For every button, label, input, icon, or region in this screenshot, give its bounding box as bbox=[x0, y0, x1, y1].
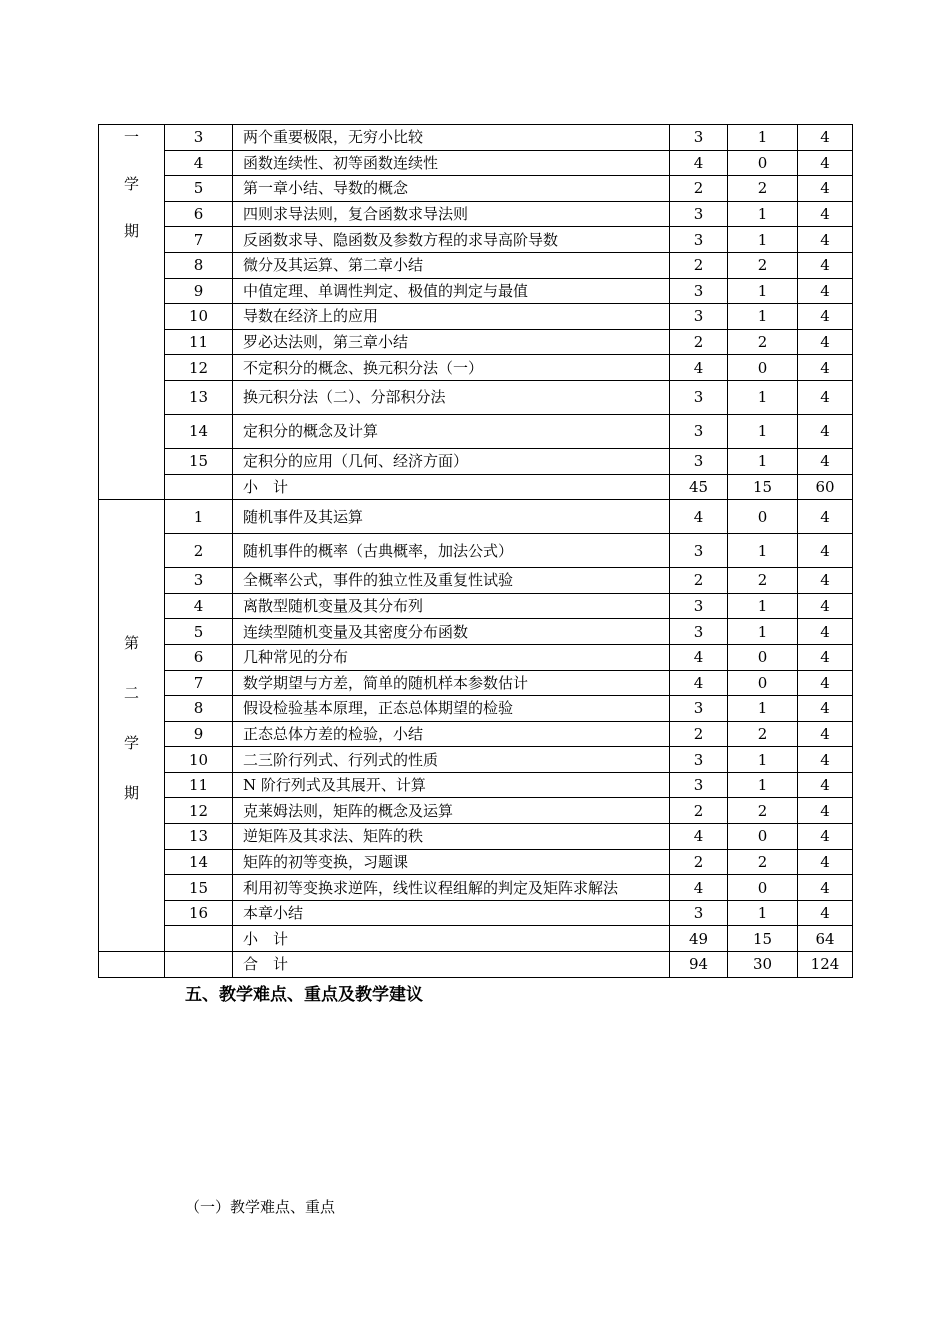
hours-c: 4 bbox=[798, 500, 853, 534]
hours-b: 2 bbox=[728, 568, 798, 594]
week-number: 3 bbox=[165, 568, 233, 594]
hours-c: 4 bbox=[798, 380, 853, 414]
subtotal-a: 45 bbox=[670, 474, 728, 500]
week-content: 随机事件及其运算 bbox=[233, 500, 670, 534]
hours-a: 3 bbox=[670, 380, 728, 414]
table-row bbox=[99, 772, 853, 798]
table-row bbox=[99, 150, 853, 176]
week-number: 14 bbox=[165, 414, 233, 448]
subtotal-b: 15 bbox=[728, 926, 798, 952]
week-number: 6 bbox=[165, 201, 233, 227]
week-number: 8 bbox=[165, 696, 233, 722]
schedule-body bbox=[99, 125, 853, 978]
subtotal-c: 60 bbox=[798, 474, 853, 500]
hours-a: 3 bbox=[670, 125, 728, 151]
table-row bbox=[99, 252, 853, 278]
hours-b: 0 bbox=[728, 670, 798, 696]
week-content: 四则求导法则，复合函数求导法则 bbox=[233, 201, 670, 227]
week-content: 反函数求导、隐函数及参数方程的求导高阶导数 bbox=[233, 227, 670, 253]
hours-c: 4 bbox=[798, 824, 853, 850]
week-content: 微分及其运算、第二章小结 bbox=[233, 252, 670, 278]
hours-a: 3 bbox=[670, 772, 728, 798]
week-number: 15 bbox=[165, 875, 233, 901]
semester-2-label: 第 二 学 期 bbox=[99, 500, 165, 952]
hours-c: 4 bbox=[798, 900, 853, 926]
hours-b: 1 bbox=[728, 125, 798, 151]
hours-b: 1 bbox=[728, 278, 798, 304]
empty-cell bbox=[165, 474, 233, 500]
table-row bbox=[99, 380, 853, 414]
hours-c: 4 bbox=[798, 593, 853, 619]
week-content: 连续型随机变量及其密度分布函数 bbox=[233, 619, 670, 645]
section-heading: 五、教学难点、重点及教学建议 bbox=[185, 985, 423, 1005]
week-number: 2 bbox=[165, 534, 233, 568]
total-b: 30 bbox=[728, 952, 798, 978]
hours-b: 1 bbox=[728, 201, 798, 227]
week-number: 10 bbox=[165, 304, 233, 330]
week-content: 假设检验基本原理，正态总体期望的检验 bbox=[233, 696, 670, 722]
week-content: 正态总体方差的检验，小结 bbox=[233, 721, 670, 747]
table-row bbox=[99, 176, 853, 202]
hours-c: 4 bbox=[798, 721, 853, 747]
hours-a: 3 bbox=[670, 414, 728, 448]
week-number: 11 bbox=[165, 329, 233, 355]
week-number: 4 bbox=[165, 593, 233, 619]
hours-b: 1 bbox=[728, 900, 798, 926]
hours-a: 3 bbox=[670, 619, 728, 645]
hours-b: 1 bbox=[728, 304, 798, 330]
week-number: 12 bbox=[165, 355, 233, 381]
table-row bbox=[99, 534, 853, 568]
hours-a: 4 bbox=[670, 824, 728, 850]
hours-c: 4 bbox=[798, 798, 853, 824]
hours-c: 4 bbox=[798, 747, 853, 773]
table-row bbox=[99, 619, 853, 645]
hours-b: 0 bbox=[728, 824, 798, 850]
table-row bbox=[99, 414, 853, 448]
week-number: 4 bbox=[165, 150, 233, 176]
table-row bbox=[99, 125, 853, 151]
hours-b: 0 bbox=[728, 644, 798, 670]
hours-b: 1 bbox=[728, 414, 798, 448]
hours-c: 4 bbox=[798, 125, 853, 151]
week-number: 8 bbox=[165, 252, 233, 278]
week-content: 本章小结 bbox=[233, 900, 670, 926]
week-number: 15 bbox=[165, 448, 233, 474]
week-content: 数学期望与方差，简单的随机样本参数估计 bbox=[233, 670, 670, 696]
week-content: 换元积分法（二）、分部积分法 bbox=[233, 380, 670, 414]
table-row bbox=[99, 448, 853, 474]
hours-a: 2 bbox=[670, 329, 728, 355]
table-row bbox=[99, 747, 853, 773]
hours-a: 3 bbox=[670, 696, 728, 722]
hours-c: 4 bbox=[798, 176, 853, 202]
week-content: 矩阵的初等变换，习题课 bbox=[233, 849, 670, 875]
hours-c: 4 bbox=[798, 568, 853, 594]
week-number: 5 bbox=[165, 619, 233, 645]
subsection-heading: （一）教学难点、重点 bbox=[185, 1198, 336, 1216]
hours-a: 3 bbox=[670, 448, 728, 474]
hours-b: 0 bbox=[728, 355, 798, 381]
table-row bbox=[99, 201, 853, 227]
hours-a: 4 bbox=[670, 644, 728, 670]
week-content: 逆矩阵及其求法、矩阵的秩 bbox=[233, 824, 670, 850]
hours-b: 1 bbox=[728, 747, 798, 773]
subtotal-row-2 bbox=[99, 926, 853, 952]
hours-a: 2 bbox=[670, 849, 728, 875]
empty-cell bbox=[165, 952, 233, 978]
subtotal-a: 49 bbox=[670, 926, 728, 952]
week-number: 9 bbox=[165, 721, 233, 747]
total-row bbox=[99, 952, 853, 978]
table-row bbox=[99, 670, 853, 696]
hours-a: 2 bbox=[670, 176, 728, 202]
hours-a: 4 bbox=[670, 670, 728, 696]
week-content: 定积分的概念及计算 bbox=[233, 414, 670, 448]
hours-b: 0 bbox=[728, 150, 798, 176]
table-row bbox=[99, 593, 853, 619]
total-label: 合 计 bbox=[233, 952, 670, 978]
hours-b: 2 bbox=[728, 252, 798, 278]
week-content: 克莱姆法则，矩阵的概念及运算 bbox=[233, 798, 670, 824]
hours-b: 2 bbox=[728, 329, 798, 355]
table-row bbox=[99, 644, 853, 670]
hours-c: 4 bbox=[798, 278, 853, 304]
week-number: 13 bbox=[165, 824, 233, 850]
hours-a: 3 bbox=[670, 534, 728, 568]
hours-a: 2 bbox=[670, 568, 728, 594]
week-content: 罗必达法则，第三章小结 bbox=[233, 329, 670, 355]
table-row bbox=[99, 278, 853, 304]
table-row bbox=[99, 696, 853, 722]
hours-b: 1 bbox=[728, 380, 798, 414]
table-row bbox=[99, 824, 853, 850]
subtotal-label: 小 计 bbox=[233, 926, 670, 952]
hours-a: 4 bbox=[670, 355, 728, 381]
hours-b: 2 bbox=[728, 176, 798, 202]
table-row bbox=[99, 900, 853, 926]
hours-c: 4 bbox=[798, 772, 853, 798]
hours-c: 4 bbox=[798, 252, 853, 278]
subtotal-row-1 bbox=[99, 474, 853, 500]
table-row bbox=[99, 500, 853, 534]
hours-c: 4 bbox=[798, 670, 853, 696]
hours-a: 3 bbox=[670, 900, 728, 926]
week-number: 7 bbox=[165, 670, 233, 696]
week-content: 导数在经济上的应用 bbox=[233, 304, 670, 330]
week-content: 不定积分的概念、换元积分法（一） bbox=[233, 355, 670, 381]
hours-b: 0 bbox=[728, 875, 798, 901]
table-row bbox=[99, 227, 853, 253]
hours-c: 4 bbox=[798, 414, 853, 448]
hours-c: 4 bbox=[798, 448, 853, 474]
hours-c: 4 bbox=[798, 201, 853, 227]
week-number: 16 bbox=[165, 900, 233, 926]
week-content: 几种常见的分布 bbox=[233, 644, 670, 670]
hours-c: 4 bbox=[798, 696, 853, 722]
week-number: 5 bbox=[165, 176, 233, 202]
semester-1-label: 一 学 期 bbox=[99, 125, 165, 500]
table-row bbox=[99, 849, 853, 875]
hours-b: 0 bbox=[728, 500, 798, 534]
week-number: 1 bbox=[165, 500, 233, 534]
schedule-table bbox=[98, 124, 853, 978]
hours-b: 1 bbox=[728, 534, 798, 568]
week-number: 9 bbox=[165, 278, 233, 304]
week-content: 两个重要极限，无穷小比较 bbox=[233, 125, 670, 151]
table-row bbox=[99, 329, 853, 355]
week-content: 全概率公式，事件的独立性及重复性试验 bbox=[233, 568, 670, 594]
hours-b: 2 bbox=[728, 849, 798, 875]
hours-a: 3 bbox=[670, 278, 728, 304]
week-number: 6 bbox=[165, 644, 233, 670]
hours-b: 1 bbox=[728, 593, 798, 619]
hours-a: 3 bbox=[670, 201, 728, 227]
table-row bbox=[99, 568, 853, 594]
hours-a: 3 bbox=[670, 227, 728, 253]
week-content: 利用初等变换求逆阵，线性议程组解的判定及矩阵求解法 bbox=[233, 875, 670, 901]
empty-cell bbox=[99, 952, 165, 978]
table-row bbox=[99, 355, 853, 381]
subtotal-b: 15 bbox=[728, 474, 798, 500]
hours-c: 4 bbox=[798, 849, 853, 875]
hours-b: 2 bbox=[728, 721, 798, 747]
table-row bbox=[99, 721, 853, 747]
hours-c: 4 bbox=[798, 355, 853, 381]
hours-c: 4 bbox=[798, 227, 853, 253]
week-number: 12 bbox=[165, 798, 233, 824]
hours-c: 4 bbox=[798, 329, 853, 355]
hours-a: 4 bbox=[670, 150, 728, 176]
table-row bbox=[99, 304, 853, 330]
hours-c: 4 bbox=[798, 534, 853, 568]
table-row bbox=[99, 875, 853, 901]
hours-b: 1 bbox=[728, 696, 798, 722]
table-row bbox=[99, 798, 853, 824]
hours-c: 4 bbox=[798, 304, 853, 330]
hours-a: 3 bbox=[670, 747, 728, 773]
subtotal-label: 小 计 bbox=[233, 474, 670, 500]
subtotal-c: 64 bbox=[798, 926, 853, 952]
week-content: N 阶行列式及其展开、计算 bbox=[233, 772, 670, 798]
week-content: 随机事件的概率（古典概率，加法公式） bbox=[233, 534, 670, 568]
hours-a: 2 bbox=[670, 252, 728, 278]
total-a: 94 bbox=[670, 952, 728, 978]
week-number: 7 bbox=[165, 227, 233, 253]
hours-a: 2 bbox=[670, 721, 728, 747]
hours-a: 3 bbox=[670, 304, 728, 330]
hours-a: 2 bbox=[670, 798, 728, 824]
week-number: 14 bbox=[165, 849, 233, 875]
hours-b: 1 bbox=[728, 227, 798, 253]
hours-b: 1 bbox=[728, 448, 798, 474]
hours-c: 4 bbox=[798, 619, 853, 645]
week-number: 11 bbox=[165, 772, 233, 798]
week-content: 中值定理、单调性判定、极值的判定与最值 bbox=[233, 278, 670, 304]
week-content: 函数连续性、初等函数连续性 bbox=[233, 150, 670, 176]
week-content: 第一章小结、导数的概念 bbox=[233, 176, 670, 202]
week-number: 13 bbox=[165, 380, 233, 414]
hours-a: 3 bbox=[670, 593, 728, 619]
hours-c: 4 bbox=[798, 150, 853, 176]
week-number: 10 bbox=[165, 747, 233, 773]
hours-c: 4 bbox=[798, 875, 853, 901]
empty-cell bbox=[165, 926, 233, 952]
hours-b: 2 bbox=[728, 798, 798, 824]
hours-a: 4 bbox=[670, 500, 728, 534]
week-content: 二三阶行列式、行列式的性质 bbox=[233, 747, 670, 773]
week-content: 离散型随机变量及其分布列 bbox=[233, 593, 670, 619]
hours-b: 1 bbox=[728, 619, 798, 645]
week-content: 定积分的应用（几何、经济方面） bbox=[233, 448, 670, 474]
hours-c: 4 bbox=[798, 644, 853, 670]
hours-b: 1 bbox=[728, 772, 798, 798]
total-c: 124 bbox=[798, 952, 853, 978]
week-number: 3 bbox=[165, 125, 233, 151]
hours-a: 4 bbox=[670, 875, 728, 901]
